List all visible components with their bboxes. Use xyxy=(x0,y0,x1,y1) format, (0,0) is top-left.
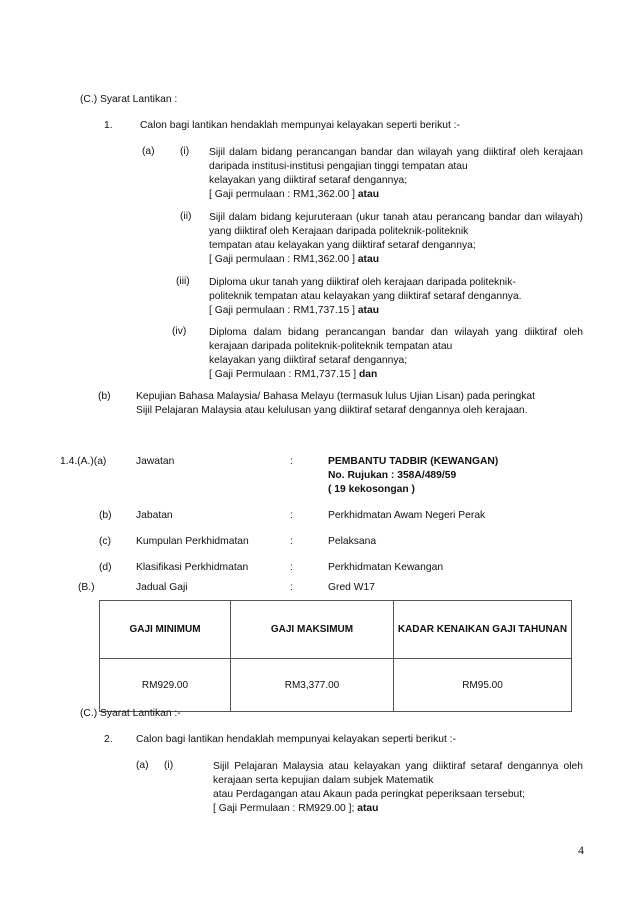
paragraph-line: politeknik tempatan atau kelayakan yang diiktiraf setaraf dengannya. xyxy=(209,291,522,302)
sub-paragraph xyxy=(209,276,583,318)
sub-paragraph xyxy=(213,760,583,816)
field-colon: : xyxy=(290,510,293,521)
field-label: Kumpulan Perkhidmatan xyxy=(136,536,249,547)
header-annual-increment: KADAR KENAIKAN GAJI TAHUNAN xyxy=(394,601,572,659)
paragraph-line: diiktiraf oleh kerajaan daripada politeknik-politeknik tempatan atau xyxy=(209,327,583,352)
paragraph-line: Sijil Pelajaran Malaysia atau kelulusan yang diiktiraf setaraf dengannya oleh kerajaan. xyxy=(136,405,528,416)
sub-number: (i) xyxy=(164,760,174,771)
sub-label-a: (a) xyxy=(136,760,149,771)
field-label: Jadual Gaji xyxy=(136,582,188,593)
section-number: 1.4.(A.)(a) xyxy=(60,456,107,467)
sub-label-a: (a) xyxy=(142,146,155,157)
field-label: Jabatan xyxy=(136,510,173,521)
sub-label-b: (b) xyxy=(98,391,111,402)
section-c-heading: (C.) Syarat Lantikan : xyxy=(80,94,178,105)
header-max-salary: GAJI MAKSIMUM xyxy=(231,601,394,659)
field-value: Perkhidmatan Awam Negeri Perak xyxy=(328,510,486,521)
paragraph-line: Sijil dalam bidang kejuruteraan (ukur tanah atau perancang bandar xyxy=(209,212,521,223)
table-header-row xyxy=(100,601,572,659)
paragraph-line: tempatan atau kelayakan yang diiktiraf setaraf dengannya; xyxy=(209,240,476,251)
paragraph-line: dengannya oleh kerajaan serta kepujian dalam subjek Matematik xyxy=(213,761,583,786)
salary-note: [ Gaji permulaan : RM1,362.00 ] xyxy=(209,189,355,200)
item-number: 2. xyxy=(104,734,113,745)
paragraph-line: kelayakan yang diiktiraf setaraf dengannya; xyxy=(209,175,408,186)
paragraph-line: oleh kerajaan daripada institusi-institusi pengajian tinggi tempatan atau xyxy=(209,147,583,172)
sub-number: (iv) xyxy=(172,326,187,337)
salary-table xyxy=(99,600,572,712)
sub-number: (iii) xyxy=(176,276,190,287)
paragraph-line: kelayakan yang diiktiraf setaraf dengannya; xyxy=(209,355,408,366)
paragraph-line: atau Perdagangan atau Akaun pada peringkat peperiksaan tersebut; xyxy=(213,789,526,800)
paragraph-line: Kepujian Bahasa Malaysia/ Bahasa Melayu (termasuk lulus Ujian Lisan) pada peringkat xyxy=(136,391,535,402)
paragraph-line: dan wilayah) yang diiktiraf oleh Kerajaan daripada politeknik-politeknik xyxy=(209,212,583,237)
cell-min-salary: RM929.00 xyxy=(100,659,231,712)
paragraph-line: Sijil dalam bidang perancangan bandar dan wilayah yang diiktiraf xyxy=(209,147,516,158)
sub-paragraph xyxy=(209,326,583,382)
paragraph-line: Diploma ukur tanah yang diiktiraf oleh kerajaan daripada politeknik- xyxy=(209,277,516,288)
cell-max-salary: RM3,377.00 xyxy=(231,659,394,712)
salary-note: [ Gaji permulaan : RM1,737.15 ] xyxy=(209,305,355,316)
row-label: (B.) xyxy=(78,582,95,593)
paragraph-line: Diploma dalam bidang perancangan bandar dan wilayah yang xyxy=(209,327,518,338)
item-text: Calon bagi lantikan hendaklah mempunyai kelayakan seperti berikut :- xyxy=(136,734,456,745)
paragraph-line: Sijil Pelajaran Malaysia atau kelayakan yang diiktiraf setaraf xyxy=(213,761,503,772)
field-value: Perkhidmatan Kewangan xyxy=(328,562,444,573)
sub-paragraph xyxy=(209,146,583,202)
vacancy-count: ( 19 kekosongan ) xyxy=(328,484,415,495)
row-label: (c) xyxy=(99,536,112,547)
conjunction: atau xyxy=(357,305,380,316)
conjunction: atau xyxy=(357,254,380,265)
job-title: PEMBANTU TADBIR (KEWANGAN) xyxy=(328,456,499,467)
row-label: (b) xyxy=(99,510,112,521)
field-label: Jawatan xyxy=(136,456,175,467)
header-min-salary: GAJI MINIMUM xyxy=(100,601,231,659)
salary-note: [ Gaji Permulaan : RM929.00 ]; xyxy=(213,803,355,814)
field-value: Gred W17 xyxy=(328,582,375,593)
conjunction: atau xyxy=(357,189,380,200)
row-label: (d) xyxy=(99,562,112,573)
field-label: Klasifikasi Perkhidmatan xyxy=(136,562,249,573)
reference-number: No. Rujukan : 358A/489/59 xyxy=(328,470,457,481)
field-colon: : xyxy=(290,456,293,467)
salary-note: [ Gaji Permulaan : RM1,737.15 ] xyxy=(209,369,357,380)
sub-paragraph xyxy=(209,211,583,267)
field-colon: : xyxy=(290,536,293,547)
item-text: Calon bagi lantikan hendaklah mempunyai kelayakan seperti berikut :- xyxy=(140,120,460,131)
cell-annual-increment: RM95.00 xyxy=(394,659,572,712)
sub-number: (ii) xyxy=(180,211,192,222)
section-c-heading: (C.) Syarat Lantikan :- xyxy=(80,708,181,719)
sub-number: (i) xyxy=(180,146,190,157)
field-colon: : xyxy=(290,582,293,593)
item-number: 1. xyxy=(104,120,113,131)
conjunction: atau xyxy=(357,803,379,814)
field-colon: : xyxy=(290,562,293,573)
table-row xyxy=(100,659,572,712)
field-value: Pelaksana xyxy=(328,536,377,547)
salary-note: [ Gaji permulaan : RM1,362.00 ] xyxy=(209,254,355,265)
page-number: 4 xyxy=(578,843,584,857)
conjunction: dan xyxy=(358,369,378,380)
